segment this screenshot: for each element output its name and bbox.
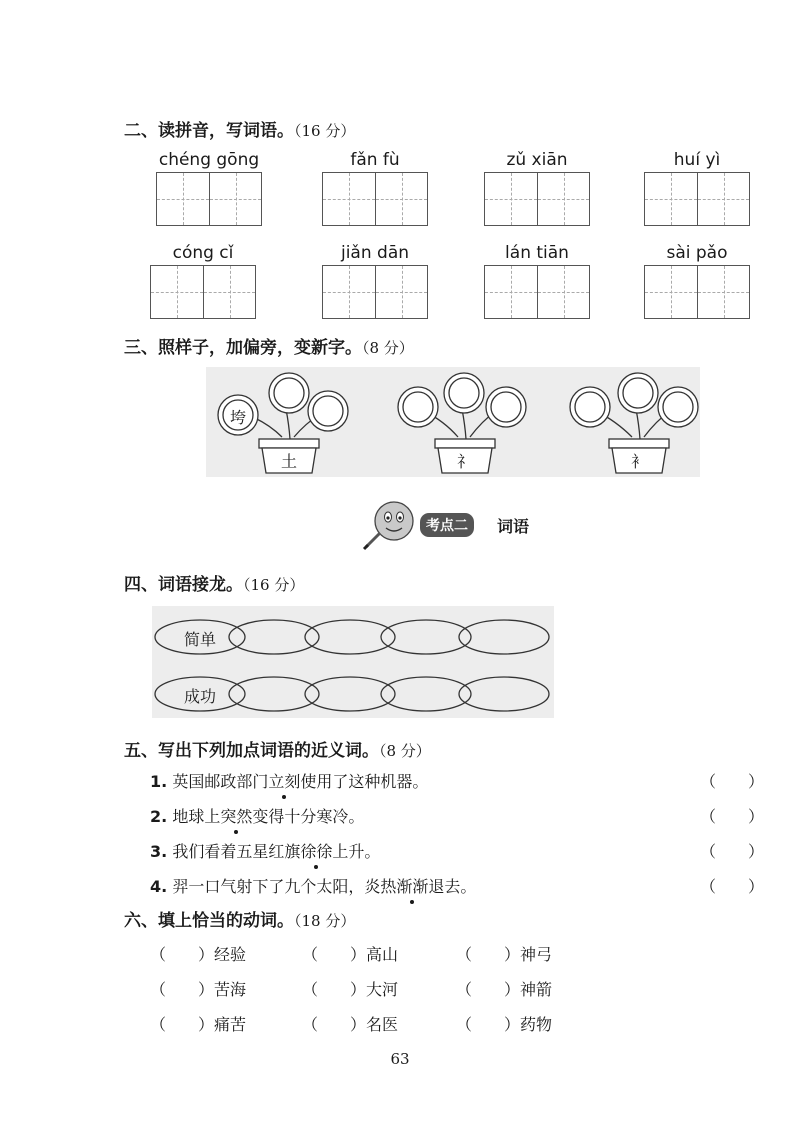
pinyin-label: cóng cǐ	[172, 243, 234, 263]
verb-blank-item[interactable]	[150, 942, 246, 965]
section2-heading	[124, 116, 355, 141]
section5-points: （8 分）	[379, 742, 431, 760]
verb-blank-item[interactable]	[456, 1012, 552, 1035]
question-text: 退去。	[428, 877, 477, 896]
question-text: 英国邮政部门	[172, 772, 269, 791]
dotted-word: 渐渐	[396, 874, 428, 897]
answer-blank[interactable]: （ ）	[700, 807, 765, 826]
chain-start-word: 成功	[183, 687, 216, 706]
blank-paren[interactable]: （ ）	[456, 1015, 521, 1034]
question-text: 地球上	[172, 807, 221, 826]
section6-points: （18 分）	[294, 912, 356, 930]
pinyin-label: jiǎn dān	[340, 243, 410, 263]
pinyin-label: sài pǎo	[666, 243, 728, 263]
tianzige-grid[interactable]	[322, 172, 428, 226]
tianzige-grid[interactable]	[644, 265, 750, 319]
dotted-word: 立刻	[268, 769, 300, 792]
noun-word: 神箭	[520, 980, 553, 999]
tianzige-grid[interactable]	[322, 265, 428, 319]
tianzige-grid[interactable]	[644, 172, 750, 226]
section2-points: （16 分）	[294, 122, 356, 140]
tianzige-grid[interactable]	[156, 172, 262, 226]
dotted-word: 突然	[220, 804, 252, 827]
blank-paren[interactable]: （ ）	[150, 1015, 215, 1034]
pinyin-label: lán tiān	[505, 243, 569, 263]
section4-title: 四、词语接龙。	[124, 575, 243, 595]
pot-radical: 土	[280, 452, 297, 471]
noun-word: 大河	[366, 980, 399, 999]
tianzige-grid[interactable]	[150, 265, 256, 319]
answer-blank[interactable]: （ ）	[700, 877, 765, 896]
noun-word: 苦海	[214, 980, 247, 999]
flower-pot-panel	[206, 367, 700, 477]
verb-blank-item[interactable]	[302, 1012, 398, 1035]
verb-blank-item[interactable]	[302, 942, 398, 965]
section3-heading	[124, 333, 414, 358]
noun-word: 药物	[520, 1015, 553, 1034]
section6-heading	[124, 906, 355, 931]
question-number: 3.	[150, 842, 168, 861]
section5-title: 五、写出下列加点词语的近义词。	[124, 741, 379, 761]
smiley-pencil-icon	[360, 497, 420, 551]
keypoint-label: 词语	[497, 517, 530, 536]
pinyin-label: chéng gōng	[158, 150, 260, 170]
pot-radical: 礻	[456, 452, 473, 471]
page-number: 63	[390, 1050, 410, 1068]
chain-start-word: 简单	[183, 630, 216, 649]
tianzige-grid[interactable]	[484, 265, 590, 319]
blank-paren[interactable]: （ ）	[150, 980, 215, 999]
question-text: 上升。	[332, 842, 381, 861]
section5-heading	[124, 736, 431, 761]
blank-paren[interactable]: （ ）	[302, 945, 367, 964]
question-number: 4.	[150, 877, 168, 896]
pot-radical: 衤	[630, 452, 647, 471]
answer-blank[interactable]: （ ）	[700, 842, 765, 861]
question-text: 使用了这种机器。	[300, 772, 429, 791]
word-chain-panel	[152, 606, 554, 718]
answer-blank[interactable]: （ ）	[700, 772, 765, 791]
pinyin-label: fǎn fù	[350, 150, 400, 170]
example-character: 垮	[229, 408, 246, 427]
verb-blank-item[interactable]	[150, 977, 246, 1000]
question-number: 2.	[150, 807, 168, 826]
section3-points: （8 分）	[362, 339, 414, 357]
synonym-question	[150, 769, 428, 792]
verb-blank-item[interactable]	[456, 977, 552, 1000]
dotted-word: 徐徐	[300, 839, 332, 862]
blank-paren[interactable]: （ ）	[302, 980, 367, 999]
question-text: 羿一口气射下了九个太阳，炎热	[172, 877, 397, 896]
section4-points: （16 分）	[243, 576, 305, 594]
question-number: 1.	[150, 772, 168, 791]
synonym-question	[150, 804, 364, 827]
noun-word: 高山	[366, 945, 399, 964]
tianzige-grid[interactable]	[484, 172, 590, 226]
noun-word: 痛苦	[214, 1015, 247, 1034]
section3-title: 三、照样子，加偏旁，变新字。	[124, 338, 362, 358]
verb-blank-item[interactable]	[150, 1012, 246, 1035]
synonym-question	[150, 874, 476, 897]
pinyin-label: huí yì	[673, 150, 721, 170]
section2-title: 二、读拼音，写词语。	[124, 121, 294, 141]
verb-blank-item[interactable]	[456, 942, 552, 965]
blank-paren[interactable]: （ ）	[302, 1015, 367, 1034]
section6-title: 六、填上恰当的动词。	[124, 911, 294, 931]
pinyin-label: zǔ xiān	[506, 150, 568, 170]
section4-heading	[124, 570, 304, 595]
blank-paren[interactable]: （ ）	[456, 945, 521, 964]
noun-word: 神弓	[520, 945, 553, 964]
question-text: 我们看着五星红旗	[172, 842, 301, 861]
blank-paren[interactable]: （ ）	[456, 980, 521, 999]
noun-word: 经验	[214, 945, 247, 964]
blank-paren[interactable]: （ ）	[150, 945, 215, 964]
synonym-question	[150, 839, 380, 862]
noun-word: 名医	[366, 1015, 399, 1034]
keypoint-badge: 考点二	[420, 513, 474, 537]
verb-blank-item[interactable]	[302, 977, 398, 1000]
question-text: 变得十分寒冷。	[252, 807, 365, 826]
